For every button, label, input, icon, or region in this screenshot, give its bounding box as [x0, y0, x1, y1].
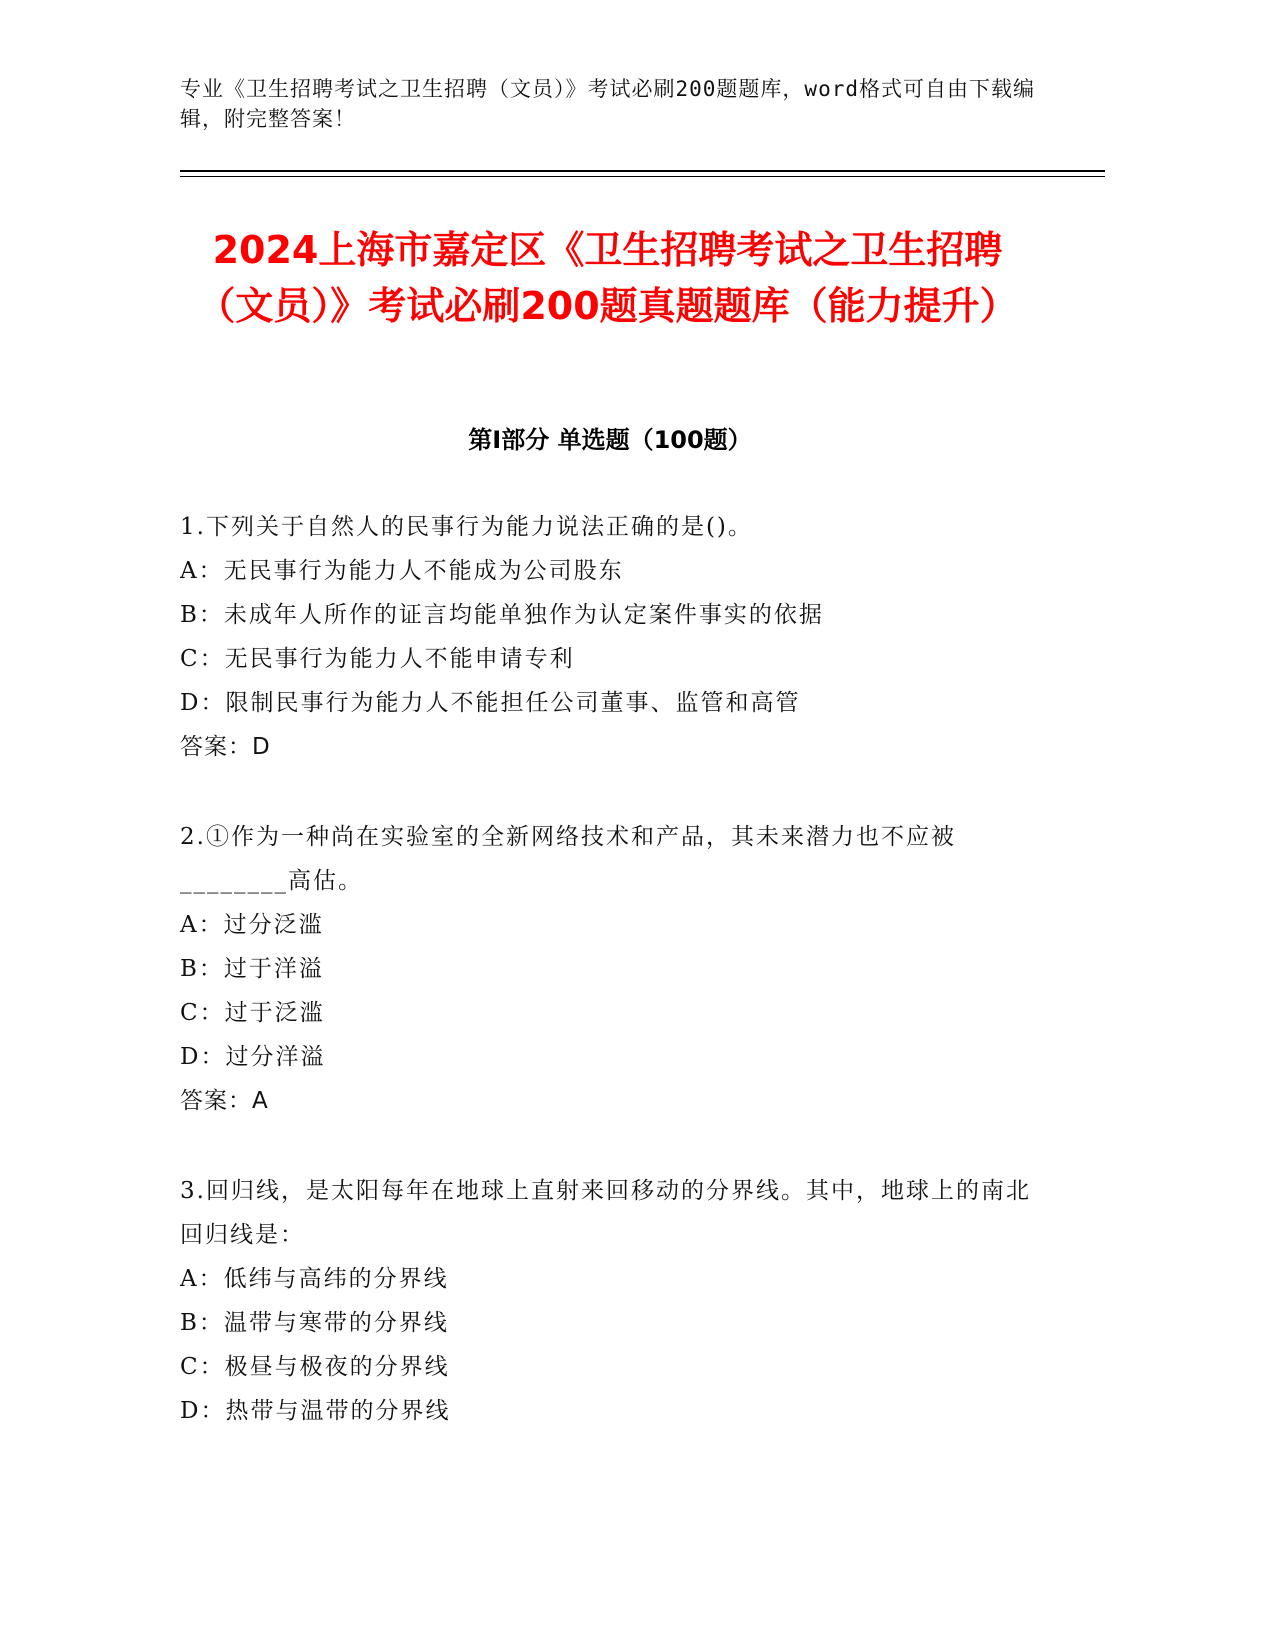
option-a: A：低纬与高纬的分界线 [180, 1266, 449, 1292]
question-1 [180, 505, 1040, 769]
header-note: 专业《卫生招聘考试之卫生招聘（文员）》考试必刷200题题库，word格式可自由下载编辑，附完整答案！ [180, 77, 1035, 131]
question-3 [180, 1169, 1040, 1433]
option-b: B：未成年人所作的证言均能单独作为认定案件事实的依据 [180, 602, 824, 628]
option-a: A：无民事行为能力人不能成为公司股东 [180, 558, 624, 584]
option-c: C：无民事行为能力人不能申请专利 [180, 646, 575, 672]
question-list [180, 505, 1040, 1479]
question-stem: 3.回归线，是太阳每年在地球上直射来回移动的分界线。其中，地球上的南北回归线是： [180, 1178, 1031, 1248]
header-divider-thick [180, 170, 1105, 172]
header-divider-thin [180, 176, 1105, 177]
option-c: C：过于泛滥 [180, 1000, 325, 1026]
answer-line: 答案：D [180, 734, 271, 760]
document-title: 2024上海市嘉定区《卫生招聘考试之卫生招聘（文员）》考试必刷200题真题题库（能力提升） [197, 228, 1018, 328]
section-title: 第Ⅰ部分 单选题（100题） [468, 426, 752, 454]
option-d: D：过分洋溢 [180, 1044, 326, 1070]
answer-line: 答案：A [180, 1088, 269, 1114]
option-a: A：过分泛滥 [180, 912, 324, 938]
option-c: C：极昼与极夜的分界线 [180, 1354, 450, 1380]
option-b: B：温带与寒带的分界线 [180, 1310, 449, 1336]
option-d: D：热带与温带的分界线 [180, 1398, 451, 1424]
question-stem: 2.①作为一种尚在实验室的全新网络技术和产品，其未来潜力也不应被________高估。 [180, 824, 956, 894]
option-d: D：限制民事行为能力人不能担任公司董事、监管和高管 [180, 690, 801, 716]
option-b: B：过于洋溢 [180, 956, 324, 982]
question-2 [180, 815, 1040, 1123]
question-stem: 1.下列关于自然人的民事行为能力说法正确的是()。 [180, 514, 753, 540]
